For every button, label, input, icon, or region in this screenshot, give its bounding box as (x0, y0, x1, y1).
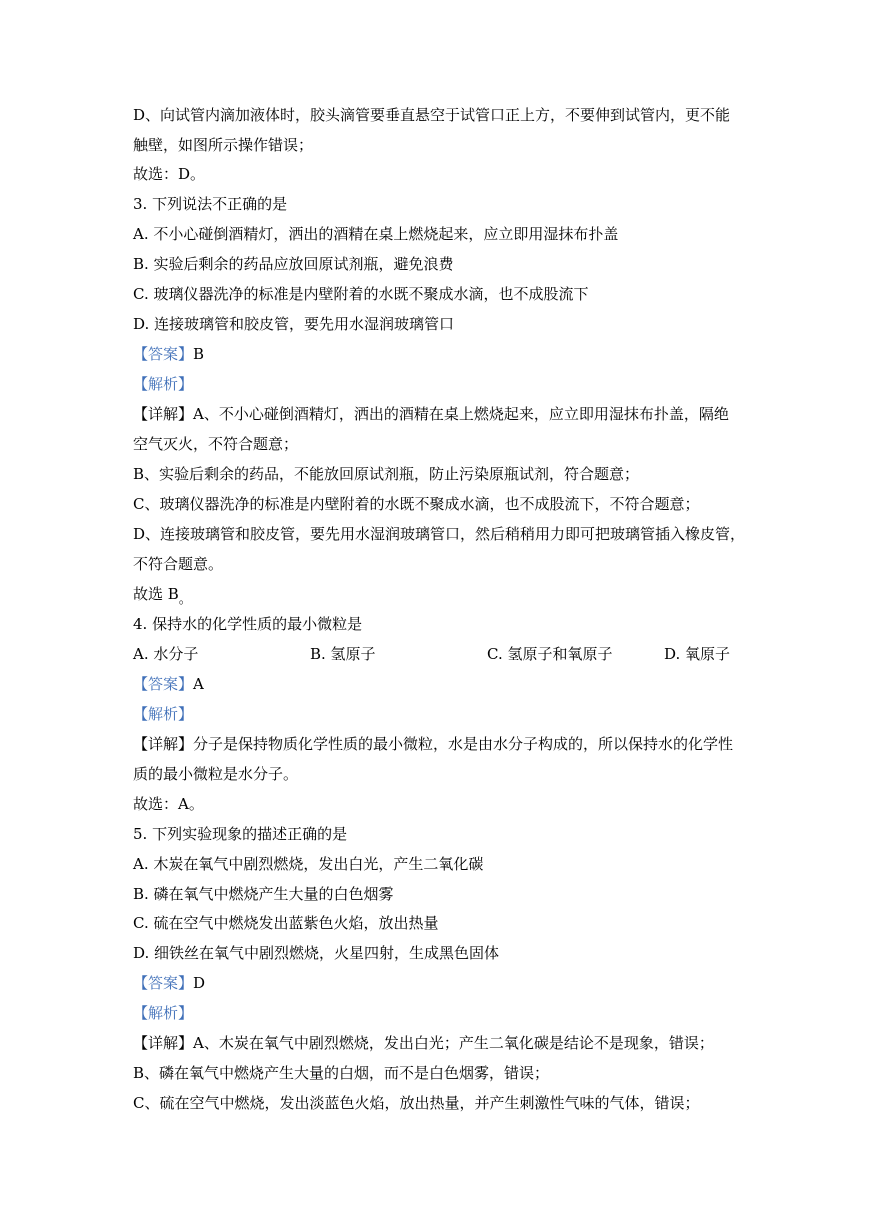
q3-detail-line3: B、实验后剩余的药品，不能放回原试剂瓶，防止污染原瓶试剂，符合题意； (133, 465, 640, 483)
q5-stem: 5. 下列实验现象的描述正确的是 (133, 825, 348, 843)
answer-label: 【答案】 (133, 675, 194, 693)
q3-option-b: B. 实验后剩余的药品应放回原试剂瓶，避免浪费 (133, 255, 454, 273)
q4-conclusion: 故选：A。 (133, 795, 204, 813)
q5-detail-line2: B、磷在氧气中燃烧产生大量的白烟，而不是白色烟雾，错误； (133, 1064, 550, 1082)
q3-option-a: A. 不小心碰倒酒精灯，洒出的酒精在桌上燃烧起来，应立即用湿抹布扑盖 (133, 225, 619, 243)
q2-conclusion: 故选：D。 (133, 165, 206, 183)
q4-option-d: D. 氧原子 (664, 645, 731, 663)
q3-answer (133, 344, 204, 364)
q5-option-b: B. 磷在氧气中燃烧产生大量的白色烟雾 (133, 885, 394, 903)
q4-analysis-label: 【解析】 (133, 705, 194, 723)
answer-value: D (193, 974, 206, 992)
q4-detail-line1: 【详解】分子是保持物质化学性质的最小微粒，水是由水分子构成的，所以保持水的化学性 (133, 735, 734, 753)
q5-detail-line1: 【详解】A、木炭在氧气中剧烈燃烧，发出白光；产生二氧化碳是结论不是现象，错误； (133, 1034, 714, 1052)
conclusion-period: 。 (178, 592, 192, 607)
q4-answer (133, 674, 204, 694)
q5-detail-line3: C、硫在空气中燃烧，发出淡蓝色火焰，放出热量，并产生刺激性气味的气体，错误； (133, 1094, 700, 1112)
q3-detail-line2: 空气灭火，不符合题意； (133, 435, 299, 453)
q3-conclusion (133, 584, 192, 606)
q3-stem: 3. 下列说法不正确的是 (133, 195, 288, 213)
q2-option-d-explanation-line2: 触壁，如图所示操作错误； (133, 136, 314, 154)
q4-option-b: B. 氢原子 (310, 645, 376, 663)
q5-analysis-label: 【解析】 (133, 1004, 194, 1022)
answer-value: A (193, 675, 204, 693)
q5-option-d: D. 细铁丝在氧气中剧烈燃烧，火星四射，生成黑色固体 (133, 944, 500, 962)
q4-option-c: C. 氢原子和氧原子 (487, 645, 613, 663)
conclusion-text: 故选 B (133, 585, 179, 603)
q5-option-a: A. 木炭在氧气中剧烈燃烧，发出白光，产生二氧化碳 (133, 855, 484, 873)
q5-answer (133, 973, 205, 993)
q5-option-c: C. 硫在空气中燃烧发出蓝紫色火焰，放出热量 (133, 914, 439, 932)
q2-option-d-explanation-line1: D、向试管内滴加液体时，胶头滴管要垂直悬空于试管口正上方，不要伸到试管内，更不能 (133, 106, 731, 124)
q4-option-a: A. 水分子 (133, 645, 199, 663)
answer-label: 【答案】 (133, 974, 194, 992)
answer-label: 【答案】 (133, 345, 194, 363)
q3-detail-line4: C、玻璃仪器洗净的标准是内壁附着的水既不聚成水滴，也不成股流下，不符合题意； (133, 495, 700, 513)
q3-detail-line5: D、连接玻璃管和胶皮管，要先用水湿润玻璃管口，然后稍稍用力即可把玻璃管插入橡皮管， (133, 525, 746, 543)
q4-detail-line2: 质的最小微粒是水分子。 (133, 765, 299, 783)
q3-detail-line6: 不符合题意。 (133, 555, 224, 573)
q3-analysis-label: 【解析】 (133, 375, 194, 393)
q3-detail-line1: 【详解】A、不小心碰倒酒精灯，洒出的酒精在桌上燃烧起来，应立即用湿抹布扑盖，隔绝 (133, 405, 729, 423)
answer-value: B (193, 345, 205, 363)
q3-option-c: C. 玻璃仪器洗净的标准是内壁附着的水既不聚成水滴，也不成股流下 (133, 285, 589, 303)
q3-option-d: D. 连接玻璃管和胶皮管，要先用水湿润玻璃管口 (133, 315, 455, 333)
q4-stem: 4. 保持水的化学性质的最小微粒是 (133, 615, 363, 633)
